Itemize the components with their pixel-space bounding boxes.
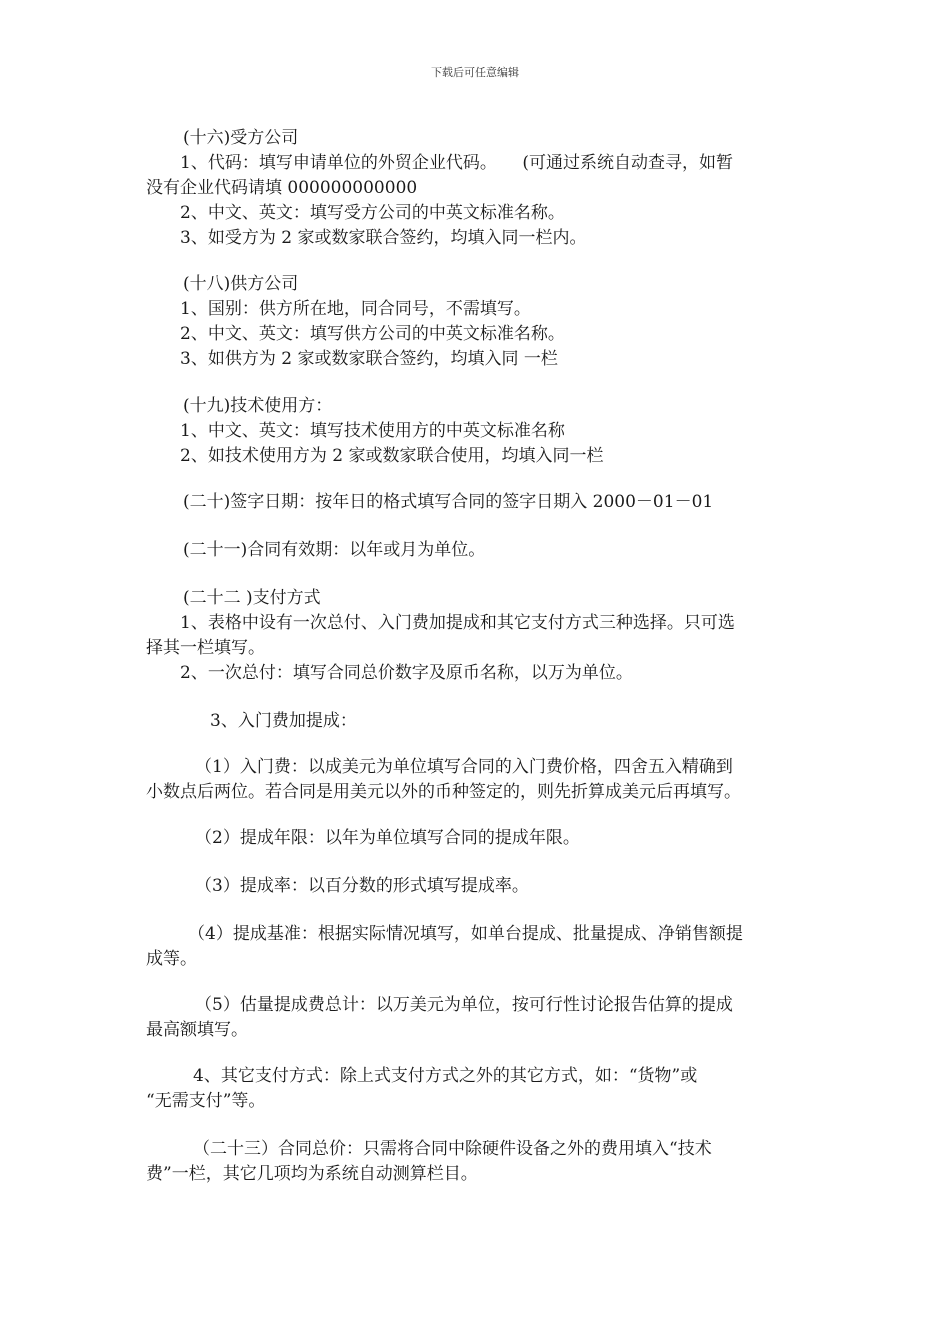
- section-heading: (二十二 )支付方式: [183, 588, 321, 608]
- text-line: 4、其它支付方式：除上式支付方式之外的其它方式，如：“货物”或: [193, 1066, 698, 1086]
- text-line: 1、中文、英文：填写技术使用方的中英文标准名称: [180, 421, 565, 441]
- text-line: 1、国别：供方所在地，同合同号，不需填写。: [180, 299, 531, 319]
- page-header: 下载后可任意编辑: [431, 66, 519, 79]
- text-line: （5）估量提成费总计：以万美元为单位，按可行性讨论报告估算的提成: [195, 995, 733, 1015]
- text-line: 3、如供方为 2 家或数家联合签约，均填入同 一栏: [180, 349, 558, 369]
- text-line: 3、如受方为 2 家或数家联合签约，均填入同一栏内。: [180, 228, 587, 248]
- text-line: 费”一栏，其它几项均为系统自动测算栏目。: [146, 1164, 478, 1184]
- section-heading: (二十)签字日期：按年日的格式填写合同的签字日期入 2000－01－01: [183, 492, 714, 512]
- text-line: （2）提成年限：以年为单位填写合同的提成年限。: [195, 828, 580, 848]
- text-line: 成等。: [146, 949, 197, 969]
- text-line: 2、中文、英文：填写受方公司的中英文标准名称。: [180, 203, 565, 223]
- text-line: （4）提成基准：根据实际情况填写，如单台提成、批量提成、净销售额提: [188, 924, 743, 944]
- section-heading: (十九)技术使用方：: [183, 396, 333, 416]
- text-line: “无需支付”等。: [146, 1091, 266, 1111]
- section-heading: (十六)受方公司: [183, 128, 299, 148]
- text-line: （1）入门费：以成美元为单位填写合同的入门费价格，四舍五入精确到: [195, 757, 733, 777]
- section-heading: (二十一)合同有效期：以年或月为单位。: [183, 540, 486, 560]
- subsection-heading: 3、入门费加提成：: [210, 711, 357, 731]
- text-line: 1、表格中设有一次总付、入门费加提成和其它支付方式三种选择。只可选: [180, 613, 735, 633]
- section-heading: （二十三）合同总价：只需将合同中除硬件设备之外的费用填入“技术: [193, 1139, 712, 1159]
- text-line: 2、一次总付：填写合同总价数字及原币名称，以万为单位。: [180, 663, 633, 683]
- text-line: 小数点后两位。若合同是用美元以外的币种签定的，则先折算成美元后再填写。: [146, 782, 741, 802]
- text-line: 2、如技术使用方为 2 家或数家联合使用，均填入同一栏: [180, 446, 604, 466]
- text-line: （3）提成率：以百分数的形式填写提成率。: [195, 876, 529, 896]
- text-line: 最高额填写。: [146, 1020, 248, 1040]
- text-line: 择其一栏填写。: [146, 638, 265, 658]
- text-line: 2、中文、英文：填写供方公司的中英文标准名称。: [180, 324, 565, 344]
- text-line: 1、代码：填写申请单位的外贸企业代码。 (可通过系统自动查寻，如暂: [180, 153, 733, 173]
- text-line: 没有企业代码请填 000000000000: [146, 178, 418, 198]
- section-heading: (十八)供方公司: [183, 274, 299, 294]
